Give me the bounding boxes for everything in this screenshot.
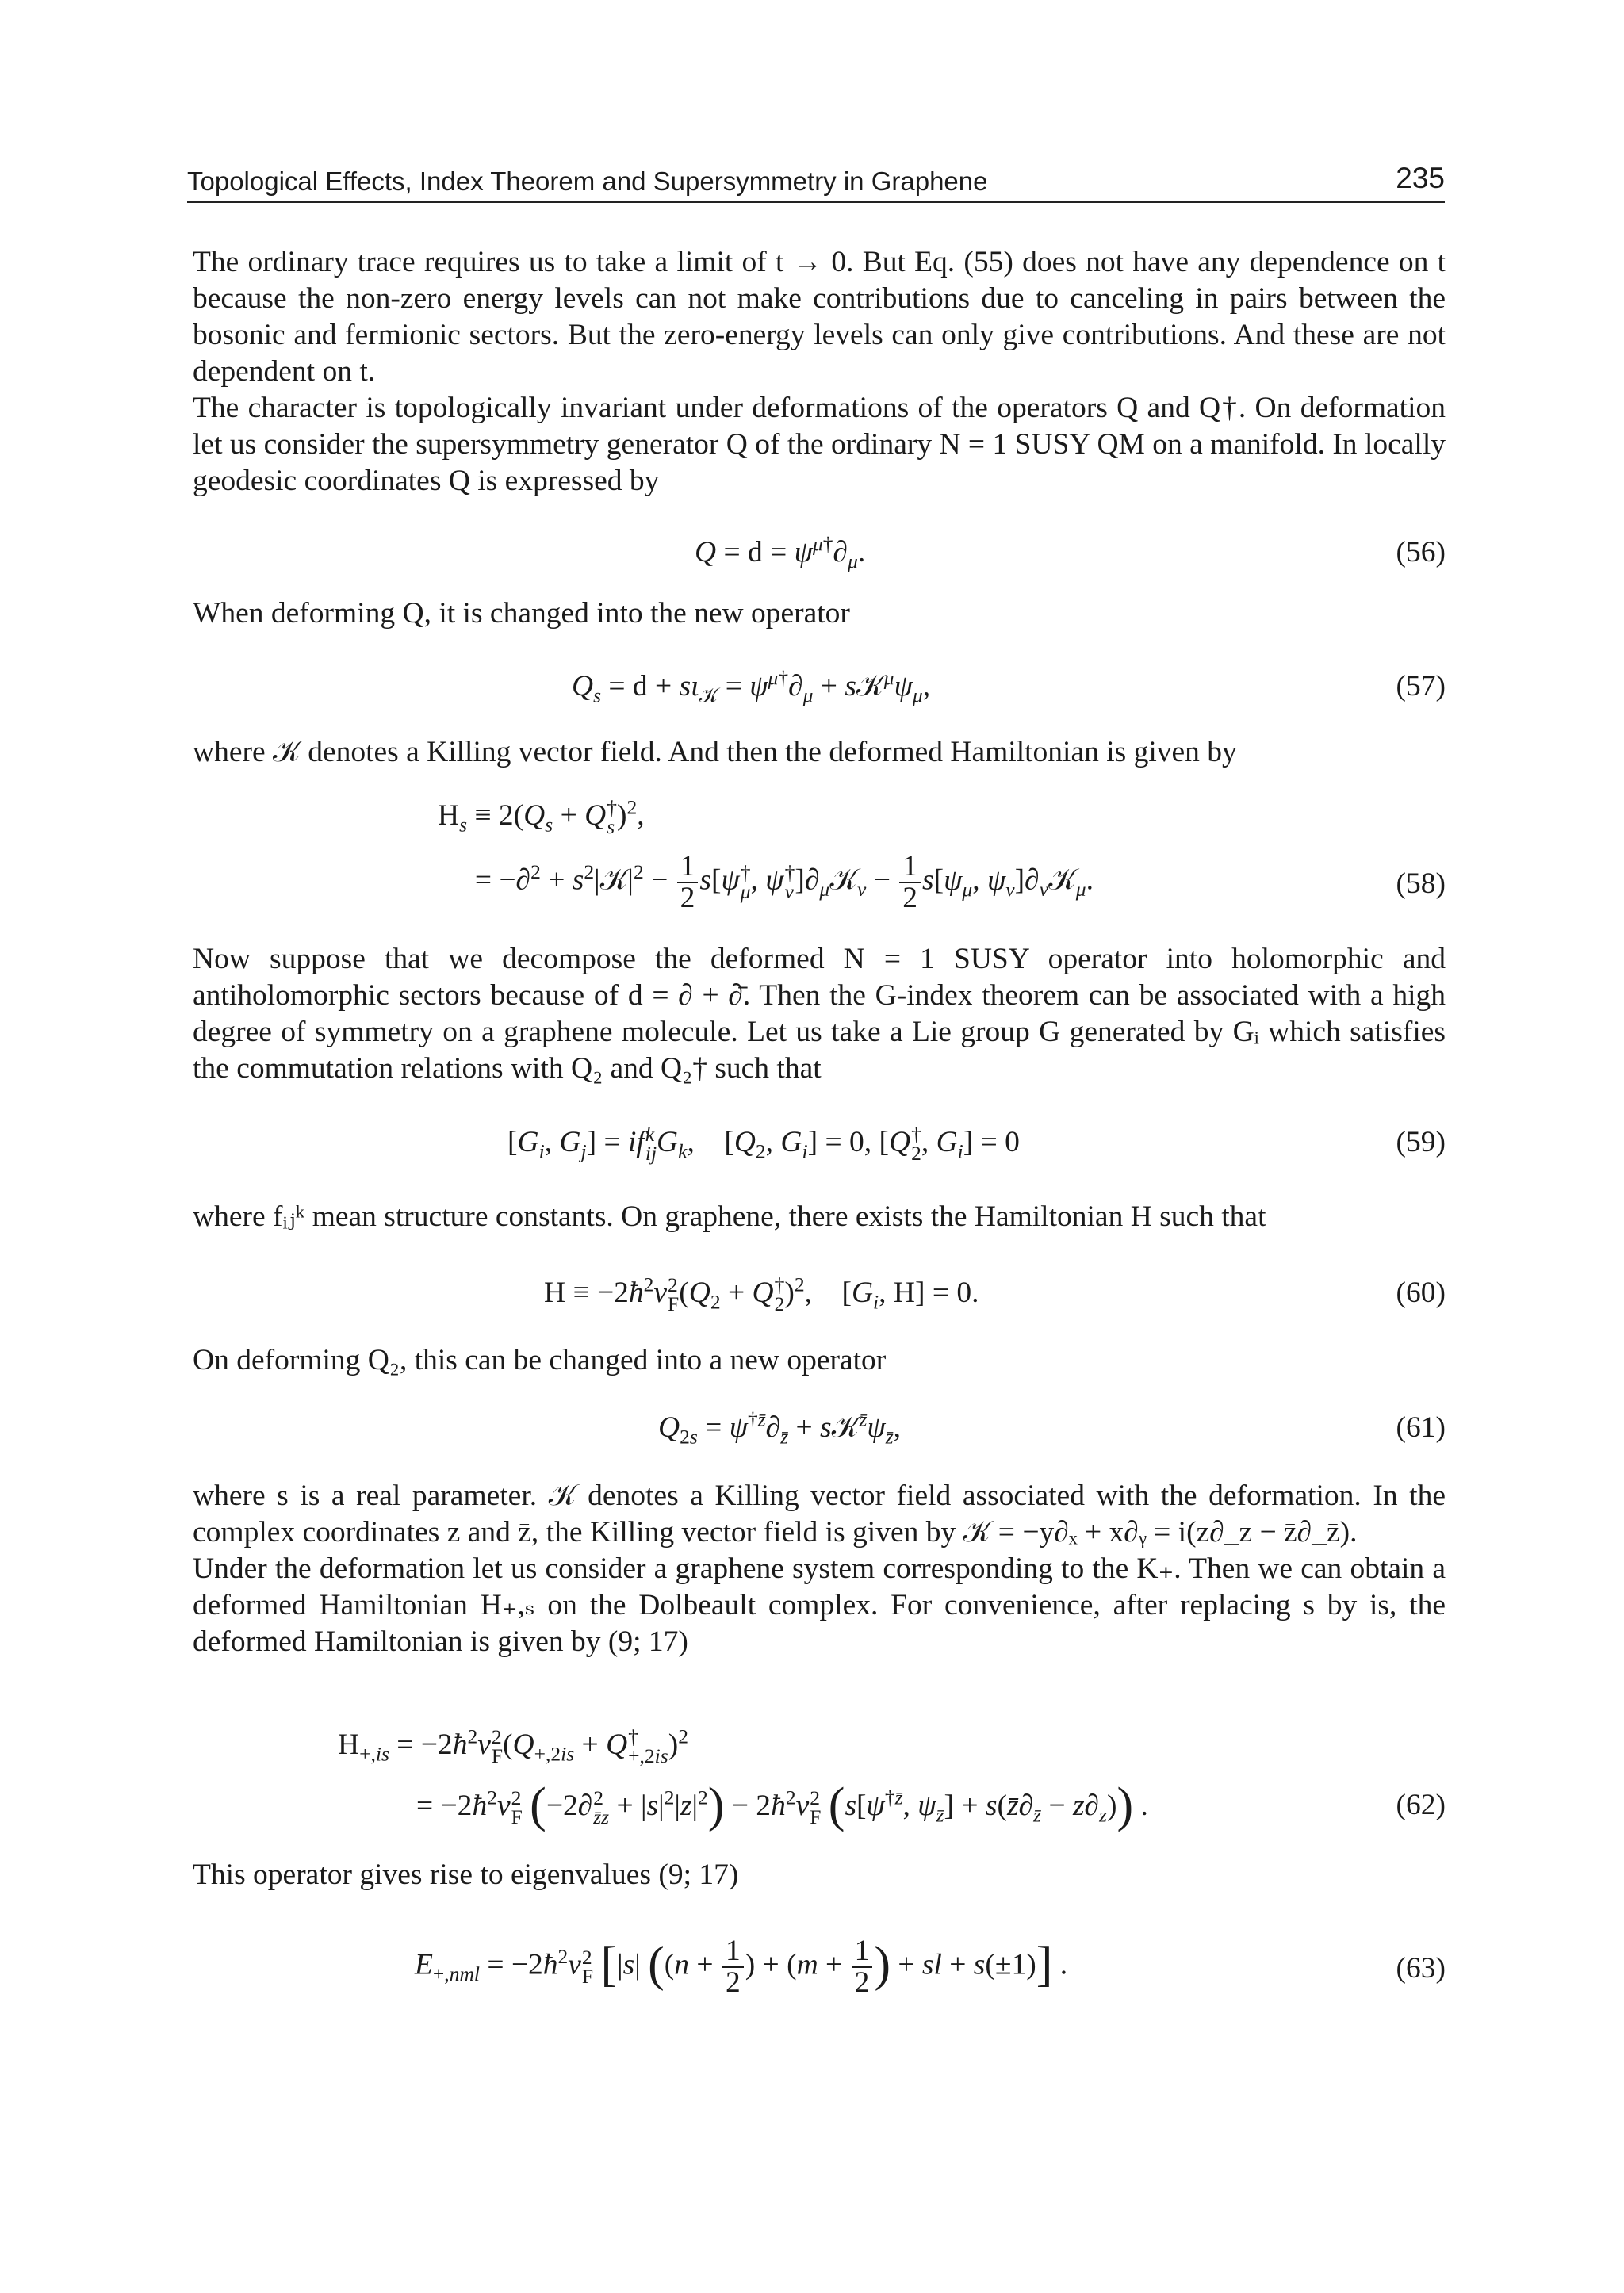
equation-number: (62) [1396, 1789, 1446, 1821]
paragraph-decompose: Now suppose that we decompose the deformed N = 1 SUSY operator into holomorphic and antiholomorphic sectors because of d = ∂ + ∂̄. Then the G-index theorem can be associated with a high degree of symmetry on a graphene molecule. Let us take a Lie group G generated by Gᵢ which satisfies the commutation relations with Q₂ and Q₂† such that [193, 943, 1446, 1085]
equation-number: (63) [1396, 1952, 1446, 1985]
paragraph-structure-constants: where fᵢⱼᵏ mean structure constants. On graphene, there exists the Hamiltonian H such that [193, 1200, 1266, 1233]
paragraph-trace: The ordinary trace requires us to take a limit of t → 0. But Eq. (55) does not have any dependence on t because the non-zero energy levels can not make contributions due to canceling in pairs between the bosonic and fermionic sectors. But the zero-energy levels can only give contributions. And these are not dependent on t. [193, 246, 1446, 388]
text-block-6 [193, 1342, 1446, 1379]
equation-60-body: $H \equiv -2ħ^2v$ 2 F ($Q_2 + Q$ † 2 )$^2$, [$G_i$, H] = 0. [544, 1273, 979, 1316]
equation-61-body: $Q_{2s} = \psi^{\dagger z̄}\partial_{z̄}$ + $s𝒦^{z̄}\psi_{z̄}$, [658, 1407, 902, 1449]
equation-number: (59) [1396, 1126, 1446, 1158]
text-block-7 [193, 1478, 1446, 1660]
text-block-2 [193, 595, 1446, 632]
equation-number: (56) [1396, 536, 1446, 568]
equation-number: (61) [1396, 1411, 1446, 1444]
text-block-1 [193, 244, 1446, 500]
paragraph-character: The character is topologically invariant under deformations of the operators Q and Q†. On deformation let us consider the supersymmetry generator Q of the ordinary N = 1 SUSY QM on a manifold. In locally geodesic coordinates Q is expressed by [193, 392, 1446, 497]
equation-number: (60) [1396, 1277, 1446, 1309]
equation-57-body: $Q_s = d + s\iota_𝒦 = \psi^{\mu\dagger}\partial_\mu$ + $s𝒦^\mu\psi_\mu$, [572, 666, 931, 707]
equation-62-line-2-body: = $-2ħ^2v$ 2 F (−2∂ 2 z̄z + $|s|^2|z|^2$) − $2ħ^2v$ 2 F ($s[\psi^{\dagger z̄}$, $\psi_{z̄}$] + $s(z̄\partial_{z̄} - z\partial_z)$) . [416, 1778, 1148, 1832]
page-number: 235 [1396, 162, 1445, 194]
paragraph-killing: where 𝒦 denotes a Killing vector field. And then the deformed Hamiltonian is given by [193, 736, 1237, 768]
equation-58-line-1-body: $H_s \equiv 2(Q_s + Q$ † s )$^2$, [438, 795, 645, 839]
equation-number: (58) [1396, 867, 1446, 900]
running-header [187, 163, 1445, 203]
text-block-5 [193, 1199, 1446, 1235]
equation-63-body: $E_{+,nml}$ = $-2ħ^2v$ 2 F [|s| ((n + $\frac{1}{2}$ ) + (m + $\frac{1}{2}$ ) + sl + s(±1)] . [415, 1935, 1068, 1999]
text-block-8 [193, 1857, 1446, 1893]
paragraph-deforming-q2: On deforming Q₂, this can be changed into a new operator [193, 1344, 887, 1376]
paragraph-dolbeault: Under the deformation let us consider a graphene system corresponding to the K₊. Then we can obtain a deformed Hamiltonian H₊,ₛ on the Dolbeault complex. For convenience, after replacing s by is, the deformed Hamiltonian is given by (9; 17) [193, 1552, 1446, 1658]
running-title: Topological Effects, Index Theorem and Supersymmetry in Graphene [187, 167, 988, 196]
equation-58-line-2-body: = $-\partial^2 + s^2|𝒦|^2$ − $\frac{1}{2}$ s[ψ † μ , ψ † ν ]$\partial_\mu 𝒦_\nu$ − $\frac{1}{2}$ $s[\psi_\mu$, $\psi_\nu]\partial_\nu 𝒦_\mu$. [438, 850, 1094, 914]
paragraph-deforming-q: When deforming Q, it is changed into the new operator [193, 597, 850, 630]
equation-56-body: $Q = d = \psi^{\mu\dagger}\partial_\mu$. [695, 532, 866, 573]
equation-62-line-1-body: $H_{+,is}$ = $-2ħ^2v$ 2 F ($Q_{+,2is} + Q$ † +,2is )$^2$ [338, 1725, 688, 1768]
text-block-4 [193, 941, 1446, 1087]
paragraph-real-parameter: where s is a real parameter. 𝒦 denotes a Killing vector field associated with the deformation. In the complex coordinates z and z̄, the Killing vector field is given by 𝒦 = −y∂ₓ + x∂ᵧ = i(z∂_z − z̄∂_z̄). [193, 1480, 1446, 1548]
paragraph-eigenvalues: This operator gives rise to eigenvalues (9; 17) [193, 1859, 739, 1891]
text-block-3 [193, 734, 1446, 771]
equation-number: (57) [1396, 670, 1446, 702]
equation-59-body: [$G_i$, $G_j$] = if k ij $G_k$, [$Q_2$, $G_i] = 0$, [Q † 2 , $G_i] = 0$ [508, 1123, 1020, 1166]
